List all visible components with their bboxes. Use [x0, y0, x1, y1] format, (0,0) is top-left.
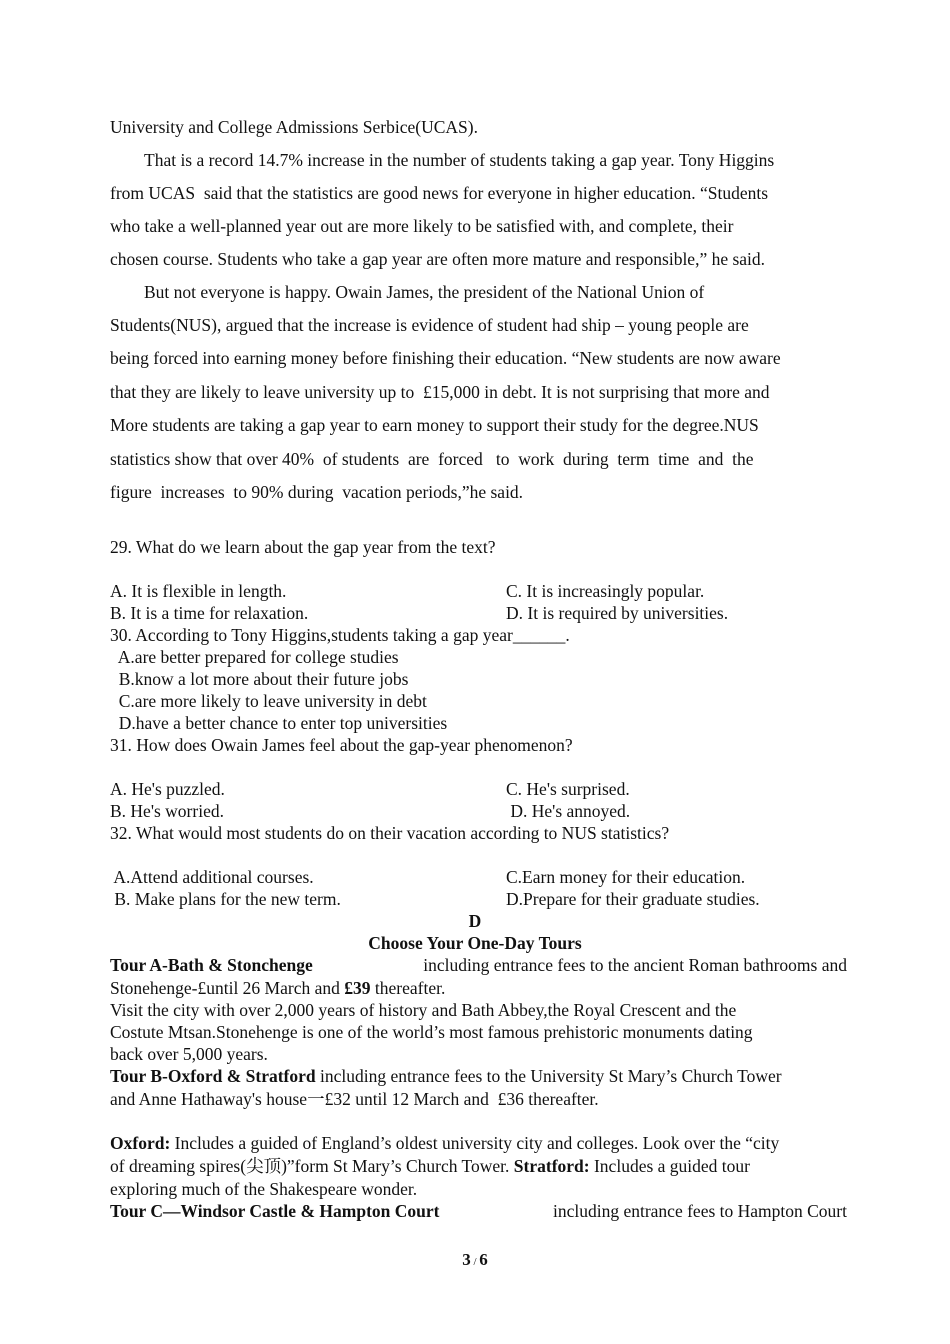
option-d: D. He's annoyed. [506, 801, 631, 821]
oxford-label: Oxford: [110, 1133, 171, 1153]
oxford-line [110, 1132, 779, 1154]
stratford-label: Stratford: [513, 1156, 590, 1176]
passage-line: statistics show that over 40% of students are forced to work during term time and the [110, 449, 754, 469]
question-stem: 30. According to Tony Higgins,students taking a gap year______. [110, 625, 570, 645]
page-number: 3 [462, 1250, 471, 1269]
tour-a-desc: thereafter. [370, 978, 446, 998]
page-footer [0, 1249, 950, 1273]
option-b: B. He's worried. [110, 801, 224, 821]
tour-a-heading [110, 954, 847, 976]
option-c: C. He's surprised. [506, 779, 630, 799]
page-separator: / [470, 1256, 480, 1268]
passage-line: who take a well-planned year out are more likely to be satisfied with, and complete, their [110, 216, 734, 236]
passage-line: University and College Admissions Serbice(UCAS). [110, 117, 478, 137]
question-stem: 32. What would most students do on their vacation according to NUS statistics? [110, 823, 670, 843]
question-stem: 29. What do we learn about the gap year from the text? [110, 537, 496, 557]
tour-c-desc: including entrance fees to Hampton Court [552, 1201, 847, 1221]
tour-c-heading [110, 1200, 847, 1222]
option-b: B. Make plans for the new term. [110, 889, 341, 909]
tour-a-visit: Costute Mtsan.Stonehenge is one of the world’s most famous prehistoric monuments dating [110, 1022, 753, 1042]
option-a: A.Attend additional courses. [110, 867, 314, 887]
tour-b-heading [110, 1065, 782, 1087]
passage-line: chosen course. Students who take a gap year are often more mature and responsible,” he said. [110, 249, 766, 269]
passage-line: being forced into earning money before finishing their education. “New students are now aware [110, 348, 781, 368]
passage-line: from UCAS said that the statistics are good news for everyone in higher education. “Students [110, 183, 769, 203]
stratford-desc: Includes a guided tour [589, 1156, 750, 1176]
tour-a-desc: including entrance fees to the ancient Roman bathrooms and [423, 955, 847, 975]
passage-line: But not everyone is happy. Owain James, the president of the National Union of [144, 282, 705, 302]
question-stem: 31. How does Owain James feel about the gap-year phenomenon? [110, 735, 573, 755]
passage-line: figure increases to 90% during vacation periods,”he said. [110, 482, 524, 502]
passage-line: That is a record 14.7% increase in the number of students taking a gap year. Tony Higgins [144, 150, 775, 170]
tour-a-name: Tour A-Bath & Stonchenge [110, 955, 313, 975]
tour-a-price-line [110, 977, 445, 999]
tour-b-price-line: and Anne Hathaway's house一£32 until 12 March and £36 thereafter. [110, 1089, 599, 1109]
option-b: B.know a lot more about their future jobs [110, 669, 409, 689]
passage-line: Students(NUS), argued that the increase is evidence of student had ship – young people are [110, 315, 749, 335]
oxford-line [110, 1155, 750, 1177]
option-d: D.Prepare for their graduate studies. [506, 889, 760, 909]
option-a: A. It is flexible in length. [110, 581, 287, 601]
tour-b-desc: including entrance fees to the University St Mary’s Church Tower [315, 1066, 782, 1086]
option-c: C.Earn money for their education. [506, 867, 746, 887]
tour-a-price: £39 [344, 978, 371, 998]
passage-line: that they are likely to leave university up to £15,000 in debt. It is not surprising that more and [110, 382, 770, 402]
tour-a-visit: back over 5,000 years. [110, 1044, 268, 1064]
tour-b-name: Tour B-Oxford & Stratford [110, 1066, 316, 1086]
option-a: A.are better prepared for college studies [110, 647, 399, 667]
option-d: D. It is required by universities. [506, 603, 729, 623]
oxford-desc: of dreaming spires(尖顶)”form St Mary’s Church Tower. [110, 1156, 514, 1176]
option-c: C.are more likely to leave university in debt [110, 691, 427, 711]
option-c: C. It is increasingly popular. [506, 581, 705, 601]
option-d: D.have a better chance to enter top universities [110, 713, 448, 733]
passage-line: More students are taking a gap year to earn money to support their study for the degree.NUS [110, 415, 759, 435]
option-b: B. It is a time for relaxation. [110, 603, 309, 623]
section-title: Choose Your One-Day Tours [368, 933, 582, 953]
tour-a-visit: Visit the city with over 2,000 years of history and Bath Abbey,the Royal Crescent and the [110, 1000, 737, 1020]
section-letter: D [468, 911, 482, 931]
oxford-desc: Includes a guided of England’s oldest university city and colleges. Look over the “city [170, 1133, 780, 1153]
option-a: A. He's puzzled. [110, 779, 225, 799]
stratford-desc: exploring much of the Shakespeare wonder. [110, 1179, 418, 1199]
tour-a-desc: Stonehenge-£until 26 March and [110, 978, 345, 998]
page-total: 6 [479, 1250, 488, 1269]
tour-c-name: Tour C—Windsor Castle & Hampton Court [110, 1201, 440, 1221]
